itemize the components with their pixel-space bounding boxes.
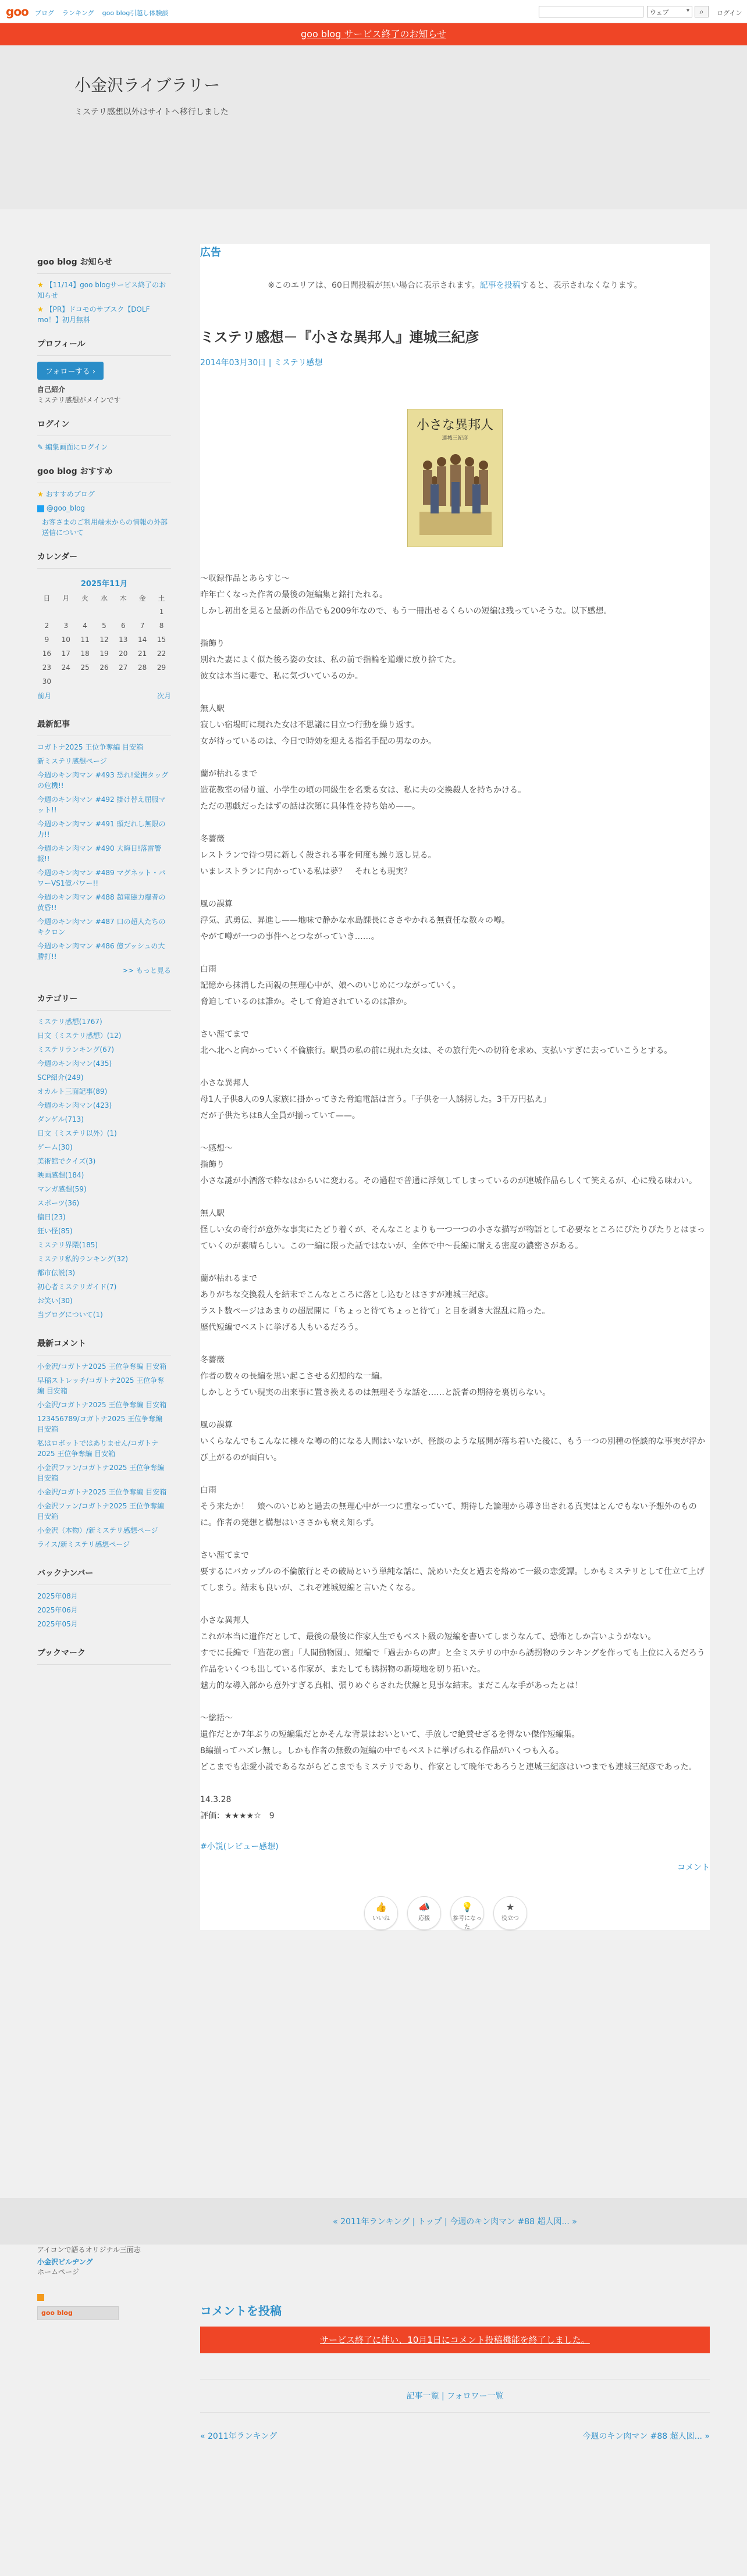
category-link[interactable]: 当ブログについて(1)	[37, 1311, 103, 1319]
calendar-day: 18	[80, 650, 90, 658]
calendar-day	[152, 675, 171, 688]
recommend-blog-link[interactable]: ★ おすすめブログ	[37, 490, 95, 498]
recent-comment-link[interactable]: ライス/新ミステリ感想ページ	[37, 1540, 130, 1549]
pencil-icon: ✎	[37, 443, 45, 451]
calendar-day: 13	[119, 636, 128, 644]
category-link[interactable]: 映画感想(184)	[37, 1171, 84, 1179]
calendar-day: 17	[61, 650, 70, 658]
recent-comment-link[interactable]: 小金沢ファン/コガトナ2025 王位争奪編 目安箱	[37, 1464, 165, 1482]
blog-description: ミステリ感想以外はサイトへ移行しました	[74, 108, 229, 117]
calendar-day: 8	[159, 622, 164, 630]
category-link[interactable]: 初心者ミステリガイド(7)	[37, 1283, 117, 1291]
recent-comment-link[interactable]: 小金沢ファン/コガトナ2025 王位争奪編 目安箱	[37, 1502, 165, 1521]
recommend-heading: goo blog おすすめ	[37, 465, 171, 483]
rss-icon[interactable]	[37, 2294, 171, 2303]
recent-posts-heading: 最新記事	[37, 718, 171, 736]
recent-comment-link[interactable]: 123456789/コガトナ2025 王位争奪編 目安箱	[37, 1415, 163, 1433]
cover-title: 小さな異邦人	[416, 418, 493, 433]
reaction-cheer[interactable]: 📣 応援	[407, 1896, 441, 1930]
profile-heading: プロフィール	[37, 338, 171, 356]
comment-link[interactable]: コメント	[677, 1863, 710, 1872]
category-link[interactable]: ミステリ感想(1767)	[37, 1018, 102, 1026]
calendar-weekday: 月	[62, 594, 70, 602]
calendar-day: 30	[42, 677, 52, 686]
post-tag[interactable]: #小説(レビュー感想)	[200, 1842, 279, 1851]
category-link[interactable]: 偏日(23)	[37, 1213, 66, 1221]
goo-logo[interactable]: goo	[6, 5, 29, 19]
star-icon: ★	[37, 281, 46, 289]
footer-home[interactable]: ホームページ	[37, 2268, 79, 2276]
search-icon: ⌕	[699, 8, 704, 16]
calendar-day: 21	[138, 650, 147, 658]
post-paragraph: 風の誤算 浮気、武勇伝、昇進し——地味で静かな水島課長にささやかれる無責任な数々の噂。 やがて噂が一つの事件へとつながっていき……。	[200, 900, 510, 941]
reaction-useful[interactable]: ★ 役立つ	[493, 1896, 527, 1930]
calendar-day: 19	[99, 650, 109, 658]
star-icon: ★	[37, 490, 46, 498]
next-post-link[interactable]: 今週のキン肉マン #88 超人図... »	[450, 2217, 577, 2227]
post-paragraph: 風の誤算 いくらなんでもこんなに様々な噂の的になる人間はいないが、怪談のような展開が落ち着いた後に、もう一つの別種の怪談的な事実が浮かび上がるのが面白い。	[200, 1421, 705, 1462]
external-transmission-link[interactable]: お客さまのご利用端末からの情報の外部送信について	[42, 518, 168, 537]
recent-post-link[interactable]: 今週のキン肉マン #488 超電磁力爆者の黄昏!!	[37, 893, 166, 912]
category-link[interactable]: 今週のキン肉マン(423)	[37, 1101, 112, 1109]
search-scope-select[interactable]: ウェブ ▾	[647, 6, 692, 17]
category-link[interactable]: 都市伝説(3)	[37, 1269, 75, 1277]
lightbulb-icon: 💡	[461, 1901, 473, 1913]
backnumber-link[interactable]: 2025年06月	[37, 1606, 78, 1614]
calendar-day	[95, 605, 114, 619]
comment-section	[200, 2302, 710, 2442]
star-icon: ★	[37, 305, 46, 313]
calendar-day: 3	[63, 622, 69, 630]
calendar-day	[76, 605, 95, 619]
bottom-prev-link[interactable]: « 2011年ランキング	[200, 2432, 278, 2441]
calendar-day	[133, 675, 152, 688]
calendar-day: 2	[44, 622, 49, 630]
recent-comment-link[interactable]: 早稲ストレッチ/コガトナ2025 王位争奪編 目安箱	[37, 1376, 165, 1395]
calendar-weekday: 日	[43, 594, 51, 602]
calendar-caption: 2025年11月	[80, 579, 128, 588]
ad-note: ※このエリアは、60日間投稿が無い場合に表示されます。記事を投稿すると、表示されなくなります。	[268, 281, 642, 290]
post-nav: « 2011年ランキング | トップ | 今週のキン肉マン #88 超人図... »	[333, 2217, 577, 2227]
calendar-day: 9	[44, 636, 49, 644]
calendar-day: 12	[99, 636, 109, 644]
cover-illustration	[419, 448, 492, 535]
top-bar	[0, 0, 747, 23]
category-link[interactable]: ミステリ私的ランキング(32)	[37, 1255, 129, 1263]
post-paragraph: 蘭が枯れるまで 造花教室の帰り道、小学生の頃の同級生を名乗る女は、私に夫の交換殺人を持ちかける。 ただの悪戯だったはずの話は次第に具体性を持ち始め——。	[200, 769, 526, 811]
category-heading: カテゴリー	[37, 993, 171, 1011]
search-button[interactable]	[695, 6, 709, 17]
calendar-weekday: 木	[119, 594, 127, 602]
calendar-day	[113, 605, 133, 619]
recent-post-link[interactable]: 今週のキン肉マン #489 マグネット・パワーVS1億パワー!!	[37, 869, 166, 887]
blog-header	[0, 45, 747, 209]
post-paragraph: 白雨 記憶から抹消した両親の無理心中が、娘へのいじめにつながっていく。 脅迫しているのは誰か。そして脅迫されているのは誰か。	[200, 965, 461, 1007]
post-paragraph: 無人駅 寂しい宿場町に現れた女は不思議に目立つ行動を繰り返す。 女が待っているのは、今日で時効を迎える指名手配の男なのか。	[200, 704, 436, 746]
login-heading: ログイン	[37, 418, 171, 436]
bottom-next-link[interactable]: 今週のキン肉マン #88 超人図... »	[582, 2432, 710, 2441]
calendar-day: 11	[80, 636, 90, 644]
nav-ranking[interactable]: ランキング	[62, 9, 94, 17]
post-paragraph: 冬薔薇 レストランで待つ男に新しく殺される事を何度も繰り返し見る。 いまレストランに向かっている私は夢？ それとも現実？	[200, 834, 436, 876]
recent-comments-heading: 最新コメント	[37, 1337, 171, 1355]
recent-comment-link[interactable]: 小金沢/コガトナ2025 王位争奪編 目安箱	[37, 1488, 167, 1496]
recent-post-link[interactable]: 今週のキン肉マン #493 恐れ!愛撫タッグの危機!!	[37, 771, 169, 790]
post-date[interactable]: 2014年03月30日	[200, 358, 266, 368]
calendar-day: 22	[156, 650, 166, 658]
calendar-day: 25	[80, 663, 90, 672]
post-body	[200, 570, 710, 1824]
reaction-like[interactable]: 👍 いいね	[364, 1896, 398, 1930]
profile-name: 自己紹介	[37, 386, 66, 394]
top-link[interactable]: トップ	[417, 2217, 442, 2227]
post-title: ミステリ感想－『小さな異邦人』連城三紀彦	[200, 329, 479, 345]
post-paragraph: 〜感想〜 指飾り 小さな謎が小酒落で粋なはからいに変わる。その過程で普通に浮気してしまっているのが連城作品らしくて笑えるが、心に残る味わい。	[200, 1144, 697, 1186]
category-link[interactable]: ダンゲル(713)	[37, 1115, 84, 1123]
calendar-day: 27	[119, 663, 128, 672]
cover-author: 連城三紀彦	[442, 436, 468, 441]
calendar-day: 7	[140, 622, 145, 630]
category-link[interactable]: オカルト三面記事(89)	[37, 1087, 108, 1096]
book-cover-image[interactable]	[407, 409, 503, 547]
calendar-day: 26	[99, 663, 109, 672]
news-item[interactable]: ★ 【PR】ドコモのサブスク【DOLF mo！】初月無料	[37, 305, 150, 324]
calendar-day: 23	[42, 663, 52, 672]
post-paragraph: さい涯てまで 北へ北へと向かっていく不倫旅行。駅員の私の前に現れた女は、その旅行先への切符を求め、支払いすぎに去っていこうとする。	[200, 1030, 673, 1055]
category-link[interactable]: ゲーム(30)	[37, 1143, 73, 1151]
calendar-day: 4	[83, 622, 87, 630]
calendar-next-month[interactable]: 次月	[156, 692, 171, 700]
post-paragraph: 小さな異邦人 母1人子供8人の9人家族に掛かってきた脅迫電話は言う。「子供を一人誘拐した。3千万円払え」 だが子供たちは8人全員が揃っていて——。	[200, 1079, 551, 1121]
calendar-day: 16	[42, 650, 52, 658]
goo-blog-badge[interactable]: goo blog	[37, 2306, 119, 2320]
more-posts-link[interactable]: >> もっと見る	[122, 966, 171, 975]
calendar-day: 15	[156, 636, 166, 644]
post-paragraph: 〜収録作品とあらすじ〜 昨年亡くなった作者の最後の短編集と銘打たれる。 しかし初出を見ると最新の作品でも2009年なので、もう一冊出せるくらいの短編は残っていそうな。以下感想。	[200, 574, 612, 616]
sidebar	[37, 256, 171, 1678]
nav-blog[interactable]: ブログ	[35, 9, 54, 17]
recent-comment-link[interactable]: 小金沢/コガトナ2025 王位争奪編 目安箱	[37, 1362, 167, 1371]
calendar-weekday: 土	[158, 594, 165, 602]
main-content	[200, 244, 710, 1930]
recent-post-link[interactable]: 今週のキン肉マン #487 口の超人たちのキクロン	[37, 918, 166, 936]
edit-login-link[interactable]: ✎ 編集画面にログイン	[37, 443, 108, 451]
calendar-day: 10	[61, 636, 70, 644]
reaction-helpful[interactable]: 💡 参考になった	[450, 1896, 484, 1930]
post-paragraph: 〜総括〜 遺作だとか7年ぶりの短編集だとかそんな背景はおいといて、手放しで絶賛せざるを得ない傑作短編集。 8編揃ってハズレ無し。しかも作者の無数の短編の中でもベストに挙げられる作品がいくつも入る。 どこまでも恋愛小説であるながらどこまでもミステリであり、作家として晩年であろうと連城三紀彦はいつまでも連城三紀彦であった。	[200, 1714, 697, 1772]
post-paragraph: 白雨 そう来たか！ 娘へのいじめと過去の無理心中が一つに重なっていて、期待した論理から導き出される真実はとんでもない予想外のものに。作者の発想と構想はいささかも衰え知らず。	[200, 1486, 697, 1528]
post-meta: 2014年03月30日 | ミステリ感想	[200, 358, 323, 368]
recent-post-link[interactable]: 新ミステリ感想ページ	[37, 757, 107, 765]
blog-title[interactable]: 小金沢ライブラリー	[74, 76, 220, 95]
follow-button[interactable]: フォローする ›	[37, 362, 104, 380]
prev-post-link[interactable]: « 2011年ランキング	[333, 2217, 410, 2227]
calendar-day: 6	[120, 622, 126, 630]
reaction-buttons	[364, 1896, 710, 1930]
calendar	[37, 575, 171, 688]
post-paragraph: 蘭が枯れるまで ありがちな交換殺人を結末でこんなところに落とし込むとはさすが連城三紀彦。 ラスト数ページはあまりの超展開に「ちょっと待てちょっと待て」と目を剥き大混乱に陥った。 歴代短編でベストに挙げる人もいるだろう。	[200, 1274, 550, 1332]
post-paragraph: さい涯てまで 要するにバカップルの不倫旅行とその破局という単純な話に、読めいた女と過去を絡めて一級の恋愛譚。しかもミステリとして仕立て上げてしまう。結末も良いが、これぞ連城短編と言いたくなる。	[200, 1551, 705, 1593]
backnumber-heading: バックナンバー	[37, 1567, 171, 1585]
calendar-day: 20	[119, 650, 128, 658]
recent-post-link[interactable]: 今週のキン肉マン #486 億ブッシュの大勝打!!	[37, 942, 165, 961]
top-nav	[35, 8, 168, 17]
comment-ended-notice[interactable]: サービス終了に伴い、10月1日にコメント投稿機能を終了しました。	[200, 2327, 710, 2353]
list-links[interactable]: 記事一覧 | フォロワー一覧	[406, 2392, 504, 2401]
news-item[interactable]: ★ 【11/14】goo blogサービス終了のお知らせ	[37, 281, 166, 299]
cheer-icon: 📣	[418, 1901, 430, 1913]
backnumber-link[interactable]: 2025年08月	[37, 1592, 78, 1600]
calendar-day	[56, 605, 76, 619]
category-link[interactable]: ミステリランキング(67)	[37, 1046, 115, 1054]
star-face-icon: ★	[506, 1901, 515, 1913]
thumbs-up-icon: 👍	[375, 1901, 387, 1913]
category-link[interactable]: ミステリ界隈(185)	[37, 1241, 98, 1249]
post-paragraph: 冬薔薇 作者の数々の長編を思い起こさせる幻想的な一編。 しかしとうてい現実の出来事に置き換えるのは無理そうな話を……と読者の期待を裏切らない。	[200, 1355, 550, 1397]
twitter-link[interactable]: @goo_blog	[37, 503, 171, 513]
calendar-weekday: 火	[81, 594, 89, 602]
bookmark-heading: ブックマーク	[37, 1647, 171, 1665]
login-link[interactable]: ログイン	[717, 9, 742, 17]
category-link[interactable]: 狂い怪(85)	[37, 1227, 73, 1235]
recent-comment-link[interactable]: 小金沢/コガトナ2025 王位争奪編 目安箱	[37, 1401, 167, 1409]
calendar-weekday: 金	[138, 594, 146, 602]
category-link[interactable]: スポーツ(36)	[37, 1199, 80, 1207]
footer-band	[0, 2198, 747, 2245]
post-article-link[interactable]: 記事を投稿	[479, 281, 521, 290]
calendar-heading: カレンダー	[37, 551, 171, 569]
footer-brand-name[interactable]: 小金沢ビルヂング	[37, 2258, 93, 2266]
calendar-day: 5	[102, 622, 106, 630]
category-link[interactable]: 今週のキン肉マン(435)	[37, 1059, 112, 1068]
nav-migration[interactable]: goo blog引越し体験談	[102, 9, 169, 17]
post-comment-heading: コメントを投稿	[200, 2304, 282, 2318]
recent-post-link[interactable]: コガトナ2025 王位争奪編 目安箱	[37, 743, 144, 751]
recent-post-link[interactable]: 今週のキン肉マン #491 頭だれし無限の力!!	[37, 820, 166, 839]
category-link[interactable]: 日文（ミステリ感想）(12)	[37, 1032, 122, 1040]
footer-brand	[37, 2245, 171, 2320]
category-link[interactable]: マンガ感想(59)	[37, 1185, 87, 1193]
recent-comment-link[interactable]: 私はロボットではありません/コガトナ2025 王位争奪編 目安箱	[37, 1439, 159, 1458]
recent-post-link[interactable]: 今週のキン肉マン #492 掛け替え屈服マット!!	[37, 795, 166, 814]
calendar-day: 29	[156, 663, 166, 672]
calendar-day: 14	[138, 636, 147, 644]
calendar-day: 1	[159, 608, 164, 616]
post-paragraph: 指飾り 別れた妻によく似た後ろ姿の女は、私の前で指輪を道端に放り捨てた。 彼女は本当に妻で、私に気づいているのか。	[200, 639, 461, 681]
calendar-day	[113, 675, 133, 688]
calendar-day: 28	[138, 663, 147, 672]
calendar-prev-month[interactable]: 前月	[37, 692, 52, 700]
search-input[interactable]	[539, 6, 643, 17]
backnumber-link[interactable]: 2025年05月	[37, 1620, 78, 1628]
calendar-day	[95, 675, 114, 688]
news-heading: goo blog お知らせ	[37, 256, 171, 274]
post-paragraph: 無人駅 怪しい女の奇行が意外な事実にたどり着くが、そんなことよりも一つ一つの小さな描写が物語として必要なところにぴたりぴたりとはまっていくのが素晴らしい。この一編に限った話ではないが、全体で中〜長編に耐える密度の濃密さがある。	[200, 1209, 705, 1251]
category-link[interactable]: 美術館でクイズ(3)	[37, 1157, 96, 1165]
recent-comment-link[interactable]: 小金沢（本物）/新ミステリ感想ページ	[37, 1526, 158, 1535]
chevron-right-icon: ›	[92, 368, 96, 376]
ad-heading: 広告	[200, 247, 221, 259]
calendar-weekday: 水	[100, 594, 108, 602]
calendar-day	[37, 605, 56, 619]
category-link[interactable]: お笑い(30)	[37, 1297, 73, 1305]
twitter-icon	[37, 505, 44, 512]
service-end-notice[interactable]: goo blog サービス終了のお知らせ	[0, 23, 747, 45]
post-paragraph: 14.3.28 評価：★★★★☆ 9	[200, 1795, 275, 1821]
category-link[interactable]: SCP紹介(249)	[37, 1073, 84, 1082]
calendar-day	[56, 675, 76, 688]
calendar-day: 24	[61, 663, 70, 672]
recent-post-link[interactable]: 今週のキン肉マン #490 大晦日!落雷警報!!	[37, 844, 162, 863]
calendar-day	[133, 605, 152, 619]
category-link[interactable]: 日文（ミステリ以外）(1)	[37, 1129, 117, 1137]
footer-tagline: アイコンで語るオリジナル三面志	[37, 2246, 141, 2254]
post-paragraph: 小さな異邦人 これが本当に遺作だとして、最後の最後に作家人生でもベスト級の短編を書いてしまうなんて、恐怖としか言いようがない。 すでに長編で「造花の蜜」「人間動物園」、短編で「過去からの声」と全ミステリの中から誘拐物のランキングを作っても上位に入るだろう作品をいくつも出している作家が、またしても誘拐物の新境地を切り拓いた。 魅力的な導入部から意外すぎる真相、張りめぐらされた伏線と見事な結末。まだこんな手があったとは！	[200, 1616, 705, 1690]
post-category[interactable]: ミステリ感想	[273, 358, 323, 368]
profile-desc: ミステリ感想がメインです	[37, 396, 121, 404]
calendar-day	[76, 675, 95, 688]
